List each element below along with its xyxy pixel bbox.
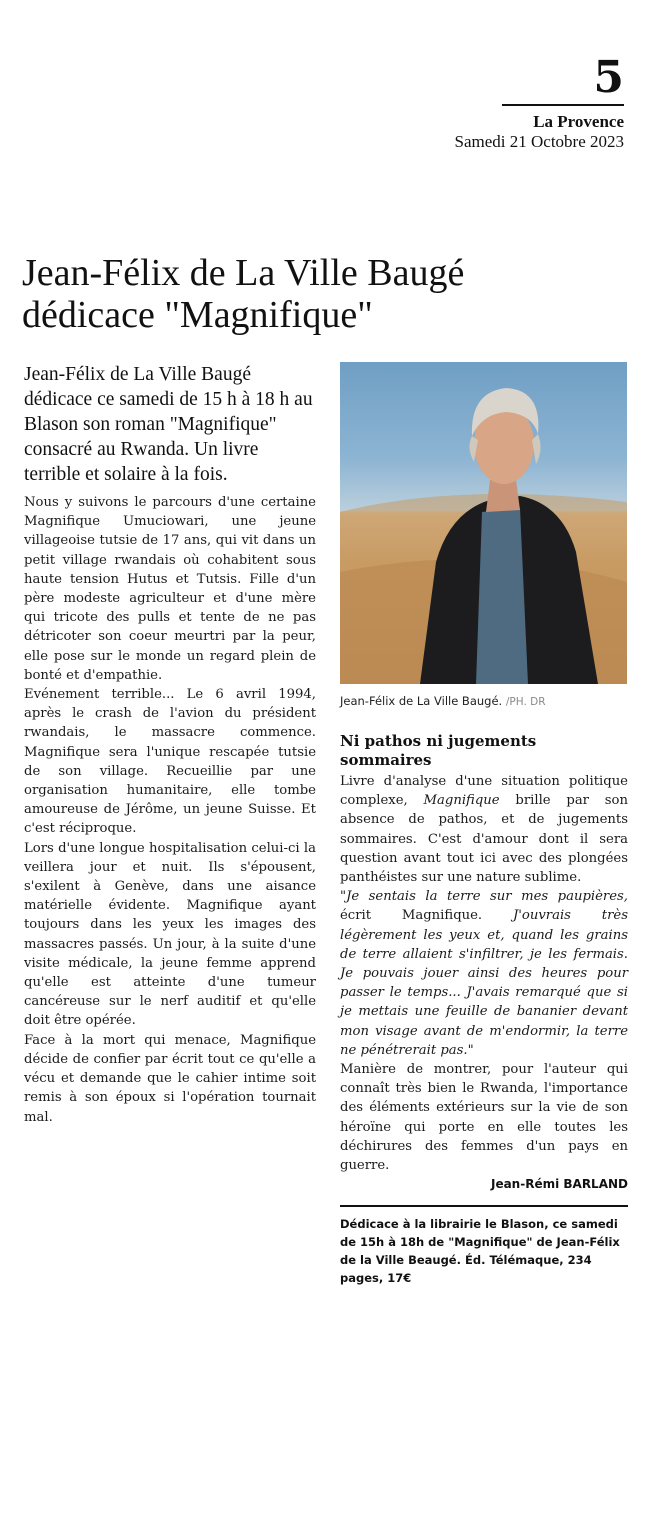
page-number: 5	[593, 52, 624, 103]
quote-end: J'ouvrais très légèrement les yeux et, quand les grains de terre allaient s'infiltrer, je les fermais. Je pouvais jouer ainsi des heures pour passer le temps... J'avais remarqué que si je mettais une feuille de bananier devant mon visage avant de m'endormir, la terre ne pénétrerait pas."	[340, 908, 628, 1058]
info-box-rule	[340, 1205, 628, 1207]
body-paragraph-3: Lors d'une longue hospitalisation celui-ci la veillera jour et nuit. Ils s'épousent, s'exilent à Genève, dans une aisance matérielle évidente. Magnifique ayant toujours dans les yeux les images des massacres passés. Un jour, à la suite d'une visite médicale, la jeune femme apprend qu'elle est atteinte d'une tumeur cancéreuse sur le nerf auditif et qu'elle doit être opérée.	[24, 840, 316, 1029]
quote-attribution: écrit Magnifique.	[340, 908, 483, 924]
author-portrait-illustration	[340, 362, 627, 684]
lead-paragraph: Jean-Félix de La Ville Baugé dédicace ce samedi de 15 h à 18 h au Blason son roman "Magnifique" consacré au Rwanda. Un livre terrible et solaire à la fois.	[24, 364, 313, 485]
masthead	[455, 112, 625, 152]
subheading: Ni pathos ni jugements sommaires	[340, 732, 537, 769]
photo-caption	[340, 694, 628, 708]
headline-line-2: dédicace "Magnifique"	[22, 294, 373, 336]
newspaper-name: La Provence	[533, 112, 624, 131]
headline-line-1: Jean-Félix de La Ville Baugé	[22, 252, 465, 294]
book-title: Magnifique	[423, 793, 500, 809]
photo-credit: /PH. DR	[505, 696, 546, 708]
right-body-text	[340, 772, 628, 1175]
right-p1-end: brille par son absence de pathos, et de jugements sommaires. C'est d'amour dont il sera question avant tout ici avec des plongées panthéistes sur une nature sublime.	[340, 793, 628, 886]
body-text	[24, 493, 316, 1127]
headline	[22, 252, 622, 336]
caption-text: Jean-Félix de La Ville Baugé.	[340, 694, 503, 708]
body-paragraph-1: Nous y suivons le parcours d'une certaine Magnifique Umuciowari, une jeune villageoise tutsie de 17 ans, qui vit dans un petit village rwandais où cohabitent sous haute tension Hutus et Tutsis. Fille d'un père modeste agriculteur et d'une mère qui tricote des pulls et tente de ne pas détricoter son coeur meurtri par la peur, elle pose sur le monde un regard plein de bonté et d'empathie.	[24, 495, 316, 683]
right-paragraph-1	[340, 772, 628, 887]
right-p1-start: Livre d'analyse d'une situation politique complexe,	[340, 774, 628, 809]
author-photo	[340, 362, 627, 684]
body-paragraph-4: Face à la mort qui menace, Magnifique décide de confier par écrit tout ce qu'elle a vécu et demande que le cahier intime soit remis à son époux si l'opération tournait mal.	[24, 1032, 316, 1125]
left-column	[24, 362, 316, 1127]
author-signature: Jean-Rémi BARLAND	[490, 1177, 628, 1192]
right-column	[340, 362, 628, 1287]
right-paragraph-3: Manière de montrer, pour l'auteur qui connaît très bien le Rwanda, l'importance des éléments extérieurs sur la vie de son héroïne qui porte en elle toutes les déchirures des femmes d'un pays en guerre.	[340, 1062, 628, 1174]
body-paragraph-2: Evénement terrible... Le 6 avril 1994, après le crash de l'avion du président rwandais, le massacre commence. Magnifique sera l'unique rescapée tutsie de son village. Recueillie par une organisation humanitaire, elle tombe amoureuse de Jérôme, un jeune Suisse. Et c'est réciproque.	[24, 687, 316, 837]
quote-start: "Je sentais la terre sur mes paupières,	[340, 889, 628, 905]
issue-date: Samedi 21 Octobre 2023	[454, 132, 624, 151]
header-rule	[502, 104, 624, 106]
info-box: Dédicace à la librairie le Blason, ce samedi de 15h à 18h de "Magnifique" de Jean-Félix de la Ville Beaugé. Éd. Télémaque, 234 pages, 17€	[340, 1217, 620, 1286]
quote-paragraph	[340, 887, 628, 1060]
